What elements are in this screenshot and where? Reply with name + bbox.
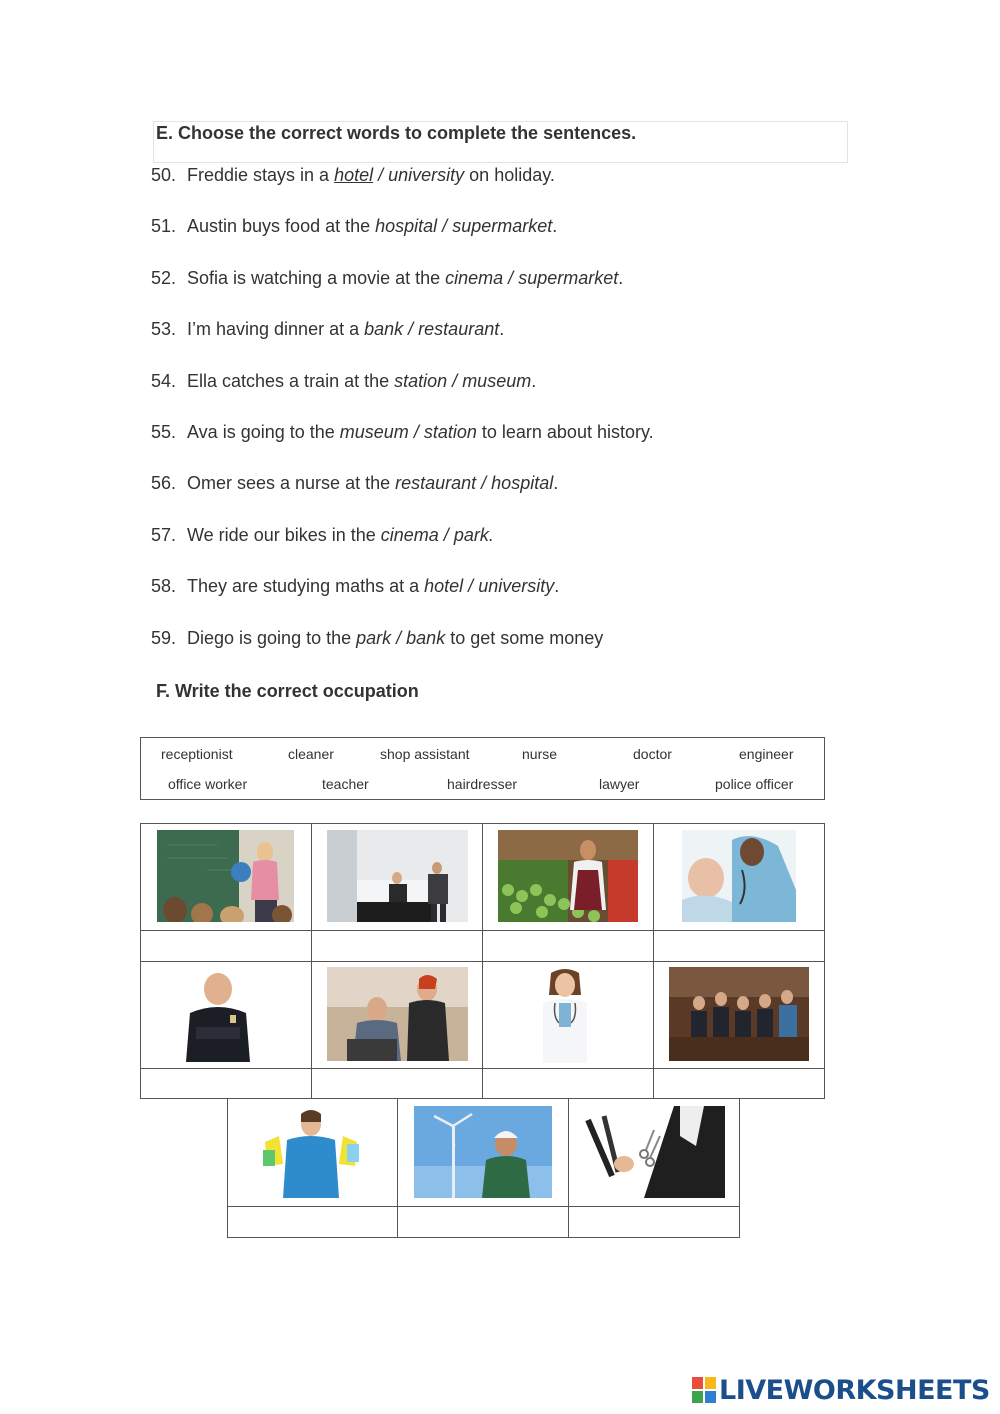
sentence-number: 59. [151, 627, 177, 648]
option-separator: / [476, 473, 492, 494]
option-choice[interactable]: cinema [380, 524, 439, 545]
shop-assistant-photo [498, 830, 638, 922]
word-bank-item: hairdresser [447, 776, 518, 792]
sentence-text: on holiday. [464, 165, 555, 185]
logo-mark-icon [692, 1377, 716, 1403]
sentence-text: . [618, 267, 624, 288]
sentence-52 [151, 268, 623, 289]
office-worker-photo [327, 967, 468, 1061]
sentence-text: Freddie stays in a [187, 165, 335, 185]
option-separator: / [391, 627, 407, 648]
answer-field-doctor[interactable] [485, 1070, 651, 1096]
option-choice[interactable]: station [423, 422, 477, 442]
option-choice[interactable]: hospital [375, 216, 438, 237]
sentence-text: . [553, 473, 559, 494]
option-separator: / [503, 267, 519, 288]
word-bank-item: engineer [739, 746, 794, 762]
option-separator: / [437, 216, 453, 237]
liveworksheets-logo [692, 1374, 990, 1406]
word-bank-item: lawyer [599, 776, 640, 792]
option-separator: / [373, 165, 389, 185]
option-separator: / [463, 576, 479, 597]
option-choice[interactable]: restaurant [418, 319, 500, 340]
sentence-text: . [552, 216, 558, 237]
sentence-55 [151, 422, 654, 443]
word-bank-item: doctor [633, 746, 672, 762]
sentence-text: Ella catches a train at the [187, 370, 395, 391]
sentence-51 [151, 216, 557, 237]
sentence-number: 53. [151, 319, 177, 340]
word-bank-item: receptionist [161, 746, 233, 762]
sentence-56 [151, 473, 558, 494]
word-bank-item: office worker [168, 776, 248, 792]
section-e-title: E. Choose the correct words to complete the sentences. [156, 123, 637, 143]
sentence-number: 52. [151, 267, 177, 288]
sentence-text: . [499, 319, 505, 340]
sentence-number: 58. [151, 576, 177, 597]
option-choice[interactable]: hotel [424, 576, 464, 597]
sentence-number: 55. [151, 422, 177, 442]
option-separator: / [447, 370, 463, 391]
answer-field-receptionist[interactable] [314, 932, 480, 959]
sentence-text: Diego is going to the [187, 627, 357, 648]
sentence-number: 56. [151, 473, 177, 494]
word-bank-item: teacher [322, 776, 369, 792]
option-separator: / [408, 422, 424, 442]
answer-field-lawyer[interactable] [656, 1070, 822, 1096]
option-separator: / [438, 524, 454, 545]
option-choice[interactable]: university [478, 576, 555, 597]
option-choice[interactable]: museum [339, 422, 409, 442]
option-choice[interactable]: hotel [334, 165, 374, 185]
sentence-text: I’m having dinner at a [187, 319, 365, 340]
word-bank-item: police officer [715, 776, 794, 792]
option-choice[interactable]: park [356, 627, 392, 648]
word-bank-item: shop assistant [380, 746, 470, 762]
doctor-photo [537, 967, 593, 1063]
sentence-text: Ava is going to the [187, 422, 340, 442]
sentence-text: . [554, 576, 560, 597]
lawyer-photo [669, 967, 809, 1061]
option-choice[interactable]: museum [462, 370, 532, 391]
option-separator: / [403, 319, 419, 340]
sentence-text: to learn about history. [476, 422, 654, 442]
police-officer-photo [168, 967, 278, 1062]
receptionist-photo [327, 830, 468, 922]
sentence-text: Sofia is watching a movie at the [187, 267, 446, 288]
sentence-59 [151, 628, 603, 649]
option-choice[interactable]: park. [453, 524, 494, 545]
sentence-text: Austin buys food at the [187, 216, 376, 237]
option-choice[interactable]: bank [406, 627, 446, 648]
option-choice[interactable]: supermarket [452, 216, 553, 237]
sentence-text: They are studying maths at a [187, 576, 425, 597]
sentence-text: to get some money [445, 627, 604, 648]
sentence-number: 54. [151, 370, 177, 391]
answer-field-shop-assistant[interactable] [485, 932, 651, 959]
answer-field-cleaner[interactable] [230, 1208, 395, 1235]
sentence-50 [151, 165, 555, 186]
answer-field-office-worker[interactable] [314, 1070, 480, 1096]
word-bank [140, 737, 825, 800]
option-choice[interactable]: restaurant [395, 473, 477, 494]
answer-field-police-officer[interactable] [143, 1070, 309, 1096]
sentence-58 [151, 576, 559, 597]
option-choice[interactable]: supermarket [518, 267, 619, 288]
sentence-text: Omer sees a nurse at the [187, 473, 396, 494]
answer-field-hairdresser[interactable] [571, 1208, 737, 1235]
sentence-number: 51. [151, 216, 177, 237]
option-choice[interactable]: station [394, 370, 448, 391]
sentence-53 [151, 319, 504, 340]
option-choice[interactable]: bank [364, 319, 404, 340]
section-f-title: F. Write the correct occupation [156, 681, 419, 701]
sentence-54 [151, 371, 536, 392]
logo-text: LIVEWORKSHEETS [719, 1374, 990, 1406]
cleaner-photo [257, 1106, 365, 1198]
sentence-text: . [531, 370, 537, 391]
word-bank-item: cleaner [288, 746, 334, 762]
sentence-text: We ride our bikes in the [187, 524, 381, 545]
teacher-photo [157, 830, 294, 922]
answer-field-engineer[interactable] [400, 1208, 566, 1235]
sentence-number: 50. [151, 165, 177, 185]
option-choice[interactable]: cinema [445, 267, 504, 288]
sentence-number: 57. [151, 524, 177, 545]
hairdresser-photo [584, 1106, 725, 1198]
answer-field-nurse[interactable] [656, 932, 822, 959]
option-choice[interactable]: hospital [491, 473, 554, 494]
engineer-photo [414, 1106, 552, 1198]
sentence-57 [151, 525, 494, 546]
option-choice[interactable]: university [388, 165, 465, 185]
word-bank-item: nurse [522, 746, 558, 762]
answer-field-teacher[interactable] [143, 932, 309, 959]
nurse-photo [682, 830, 796, 922]
